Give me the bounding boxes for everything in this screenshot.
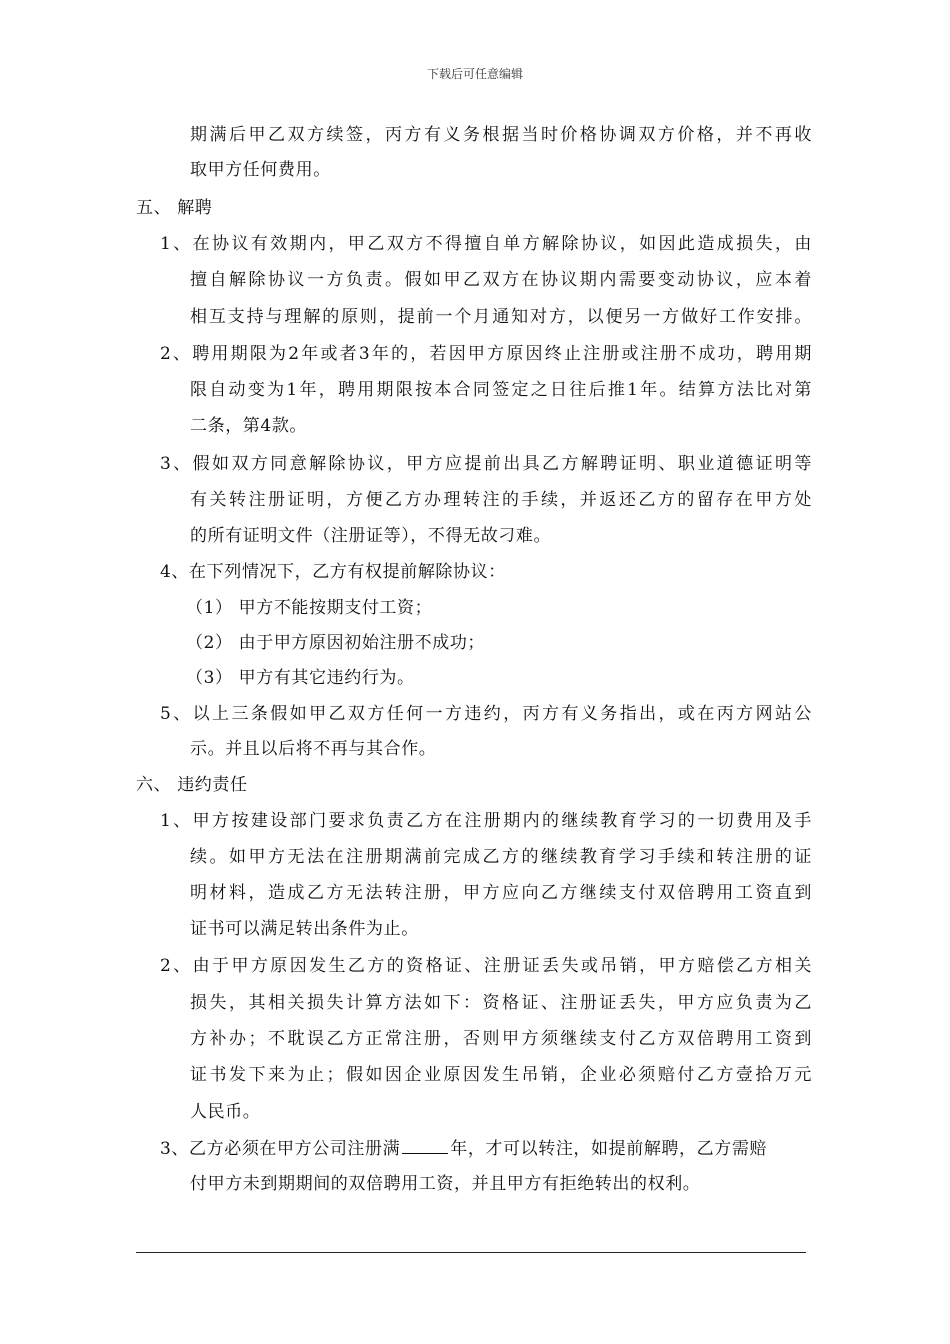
page-header: 下载后可任意编辑 — [426, 67, 523, 81]
paragraph-line: 4、在下列情况下，乙方有权提前解除协议： — [160, 562, 506, 582]
paragraph-line: 方补办；不耽误乙方正常注册，否则甲方须继续支付乙方双倍聘用工资到 — [190, 1029, 812, 1049]
paragraph-line: 擅自解除协议一方负责。假如甲乙双方在协议期内需要变动协议，应本着 — [190, 270, 812, 290]
paragraph-line: 1、在协议有效期内，甲乙双方不得擅自单方解除协议，如因此造成损失，由 — [160, 234, 812, 254]
fill-in-blank[interactable] — [402, 1136, 448, 1154]
paragraph-line: 期满后甲乙双方续签，丙方有义务根据当时价格协调双方价格，并不再收 — [190, 125, 812, 145]
paragraph-line: 付甲方未到期期间的双倍聘用工资，并且甲方有拒绝转出的权利。 — [190, 1174, 701, 1194]
paragraph-line: 证书可以满足转出条件为止。 — [190, 919, 419, 939]
paragraph-line: 损失，其相关损失计算方法如下：资格证、注册证丢失，甲方应负责为乙 — [190, 993, 812, 1013]
section-heading-5: 五、 解聘 — [136, 198, 213, 218]
list-item: （3） 甲方有其它违约行为。 — [186, 668, 415, 688]
paragraph-line: 3、假如双方同意解除协议，甲方应提前出具乙方解聘证明、职业道德证明等 — [160, 454, 812, 474]
paragraph-line: 续。如甲方无法在注册期满前完成乙方的继续教育学习手续和转注册的证 — [190, 847, 812, 867]
paragraph-line: 明材料，造成乙方无法转注册，甲方应向乙方继续支付双倍聘用工资直到 — [190, 883, 812, 903]
paragraph-line: 示。并且以后将不再与其合作。 — [190, 739, 437, 759]
paragraph-line: 有关转注册证明，方便乙方办理转注的手续，并返还乙方的留存在甲方处 — [190, 490, 812, 510]
paragraph-line: 人民币。 — [190, 1102, 261, 1122]
section-heading-6: 六、 违约责任 — [136, 775, 248, 795]
paragraph-text: 年，才可以转注，如提前解聘，乙方需赔 — [450, 1139, 768, 1159]
footer-rule — [136, 1252, 806, 1253]
paragraph-line: 证书发下来为止；假如因企业原因发生吊销，企业必须赔付乙方壹拾万元 — [190, 1065, 812, 1085]
paragraph-line: 二条，第4款。 — [190, 416, 308, 436]
paragraph-line: 限自动变为1年，聘用期限按本合同签定之日往后推1年。结算方法比对第 — [190, 380, 812, 400]
paragraph-line: 取甲方任何费用。 — [190, 160, 331, 180]
paragraph-line: 1、甲方按建设部门要求负责乙方在注册期内的继续教育学习的一切费用及手 — [160, 811, 812, 831]
paragraph-line: 5、以上三条假如甲乙双方任何一方违约，丙方有义务指出，或在丙方网站公 — [160, 704, 812, 724]
paragraph-line: 2、聘用期限为2年或者3年的，若因甲方原因终止注册或注册不成功，聘用期 — [160, 344, 812, 364]
paragraph-line: 2、由于甲方原因发生乙方的资格证、注册证丢失或吊销，甲方赔偿乙方相关 — [160, 956, 812, 976]
paragraph-line: 的所有证明文件（注册证等），不得无故刁难。 — [190, 526, 552, 546]
paragraph-line — [160, 1136, 767, 1161]
list-item: （1） 甲方不能按期支付工资； — [186, 598, 433, 618]
paragraph-text: 3、乙方必须在甲方公司注册满 — [160, 1139, 401, 1159]
list-item: （2） 由于甲方原因初始注册不成功； — [186, 633, 486, 653]
paragraph-line: 相互支持与理解的原则，提前一个月通知对方，以便另一方做好工作安排。 — [190, 307, 812, 327]
